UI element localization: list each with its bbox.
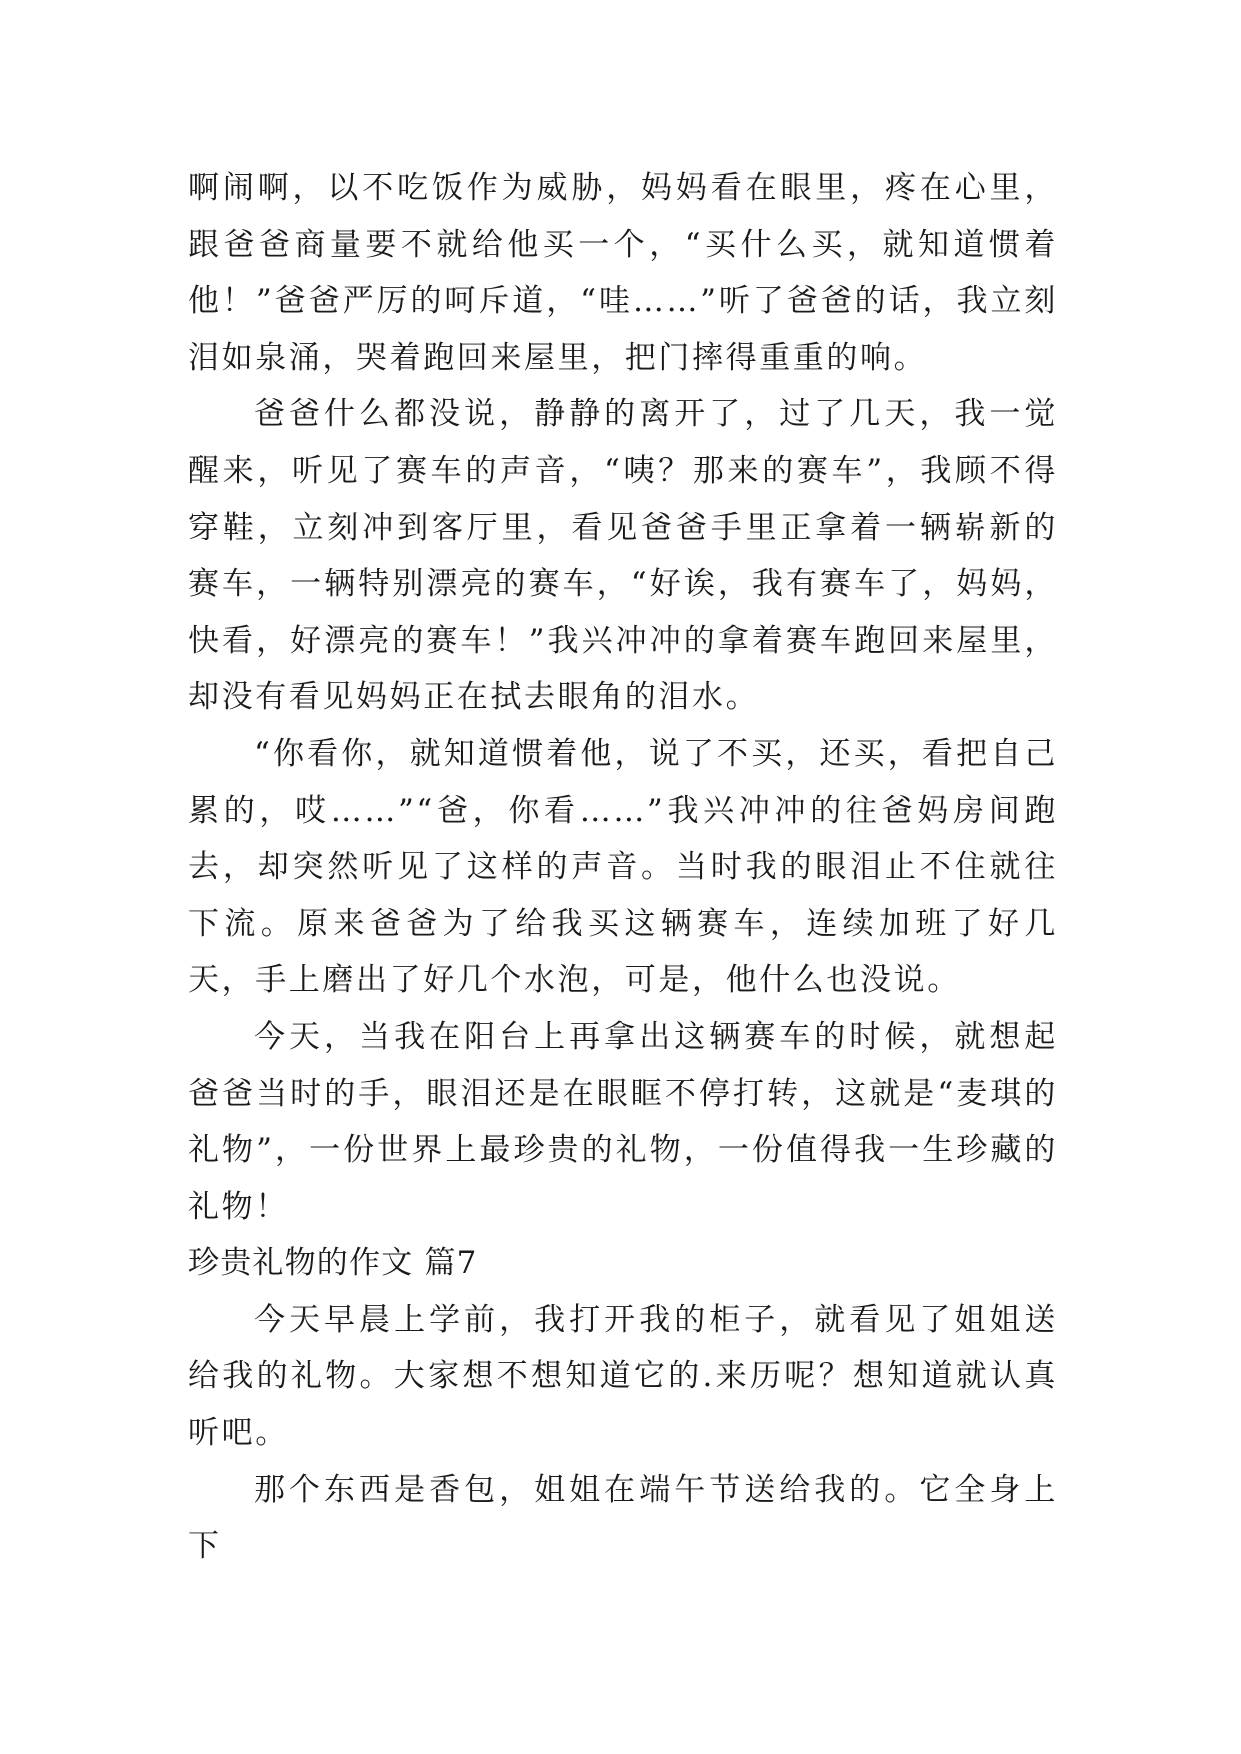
section-paragraph-2: 那个东西是香包，姐姐在端午节送给我的。它全身上下 xyxy=(188,1471,1058,1565)
paragraph-3: “你看你，就知道惯着他，说了不买，还买，看把自己累的，哎……”“爸，你看……”我兴冲冲的往爸妈房间跑去，却突然听见了这样的声音。当时我的眼泪止不住就往下流。原来爸爸为了给我买这辆赛车，连续加班了好几天，手上磨出了好几个水泡，可是，他什么也没说。 xyxy=(188,735,1058,999)
paragraph-4: 今天，当我在阳台上再拿出这辆赛车的时候，就想起爸爸当时的手，眼泪还是在眼眶不停打转，这就是“麦琪的礼物”，一份世界上最珍贵的礼物，一份值得我一生珍藏的礼物！ xyxy=(188,1018,1058,1225)
paragraph-2: 爸爸什么都没说，静静的离开了，过了几天，我一觉醒来，听见了赛车的声音，“咦？那来的赛车”，我顾不得穿鞋，立刻冲到客厅里，看见爸爸手里正拿着一辆崭新的赛车，一辆特别漂亮的赛车，“好诶，我有赛车了，妈妈，快看，好漂亮的赛车！”我兴冲冲的拿着赛车跑回来屋里，却没有看见妈妈正在拭去眼角的泪水。 xyxy=(188,396,1058,716)
document-body xyxy=(188,160,1058,1575)
section-heading: 珍贵礼物的作文 篇7 xyxy=(188,1245,478,1282)
paragraph-1: 啊闹啊，以不吃饭作为威胁，妈妈看在眼里，疼在心里，跟爸爸商量要不就给他买一个，“买什么买，就知道惯着他！”爸爸严厉的呵斥道，“哇……”听了爸爸的话，我立刻泪如泉涌，哭着跑回来屋里，把门摔得重重的响。 xyxy=(188,170,1058,376)
section-paragraph-1: 今天早晨上学前，我打开我的柜子，就看见了姐姐送给我的礼物。大家想不想知道它的.来历呢？想知道就认真听吧。 xyxy=(188,1301,1058,1452)
